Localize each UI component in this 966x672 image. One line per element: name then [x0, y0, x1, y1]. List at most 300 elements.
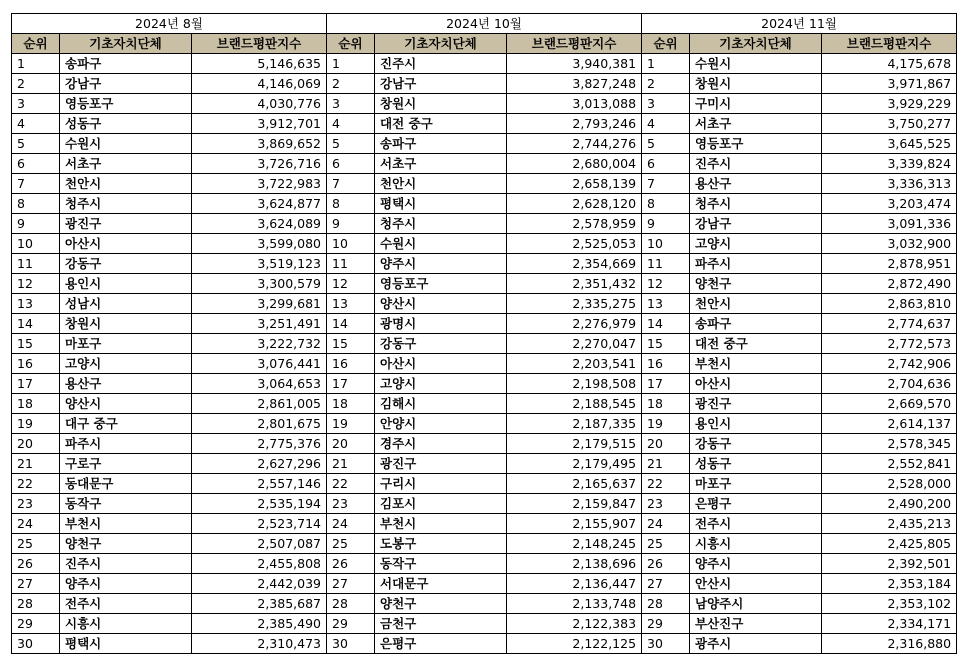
rank-cell: 26: [12, 554, 60, 574]
month-header-oct: 2024년 10월: [327, 14, 642, 34]
brand-index-cell: 3,076,441: [192, 354, 327, 374]
municipality-cell: 용산구: [60, 374, 192, 394]
rank-cell: 2: [12, 74, 60, 94]
table-row: [12, 294, 957, 314]
col-header-brand-index: 브랜드평판지수: [507, 34, 642, 54]
municipality-cell: 안산시: [690, 574, 822, 594]
brand-index-cell: 3,299,681: [192, 294, 327, 314]
brand-index-cell: 2,775,376: [192, 434, 327, 454]
municipality-cell: 도봉구: [375, 534, 507, 554]
brand-index-cell: 5,146,635: [192, 54, 327, 74]
rank-cell: 20: [642, 434, 690, 454]
brand-index-cell: 2,310,473: [192, 634, 327, 654]
rank-cell: 8: [327, 194, 375, 214]
brand-index-cell: 2,628,120: [507, 194, 642, 214]
brand-index-cell: 2,669,570: [822, 394, 957, 414]
rank-cell: 27: [642, 574, 690, 594]
brand-index-cell: 3,940,381: [507, 54, 642, 74]
table-row: [12, 254, 957, 274]
month-header-nov: 2024년 11월: [642, 14, 957, 34]
brand-index-cell: 2,801,675: [192, 414, 327, 434]
table-row: [12, 74, 957, 94]
rank-cell: 6: [12, 154, 60, 174]
rank-cell: 26: [642, 554, 690, 574]
brand-index-cell: 2,122,125: [507, 634, 642, 654]
brand-index-cell: 2,353,102: [822, 594, 957, 614]
municipality-cell: 성동구: [690, 454, 822, 474]
municipality-cell: 수원시: [60, 134, 192, 154]
rank-cell: 7: [327, 174, 375, 194]
brand-index-cell: 2,523,714: [192, 514, 327, 534]
rank-cell: 25: [327, 534, 375, 554]
rank-cell: 2: [327, 74, 375, 94]
municipality-cell: 김해시: [375, 394, 507, 414]
brand-index-cell: 3,827,248: [507, 74, 642, 94]
table-row: [12, 134, 957, 154]
rank-cell: 18: [327, 394, 375, 414]
municipality-cell: 마포구: [690, 474, 822, 494]
brand-index-cell: 2,578,959: [507, 214, 642, 234]
rank-cell: 13: [12, 294, 60, 314]
municipality-cell: 양천구: [375, 594, 507, 614]
rank-cell: 16: [642, 354, 690, 374]
municipality-cell: 수원시: [690, 54, 822, 74]
table-row: [12, 154, 957, 174]
rank-cell: 19: [642, 414, 690, 434]
brand-index-cell: 3,032,900: [822, 234, 957, 254]
municipality-cell: 강남구: [60, 74, 192, 94]
municipality-cell: 강남구: [375, 74, 507, 94]
rank-cell: 8: [642, 194, 690, 214]
rank-cell: 11: [12, 254, 60, 274]
municipality-cell: 광진구: [60, 214, 192, 234]
brand-index-cell: 2,159,847: [507, 494, 642, 514]
rank-cell: 30: [12, 634, 60, 654]
municipality-cell: 송파구: [60, 54, 192, 74]
rank-cell: 22: [327, 474, 375, 494]
brand-index-cell: 3,750,277: [822, 114, 957, 134]
col-header-brand-index: 브랜드평판지수: [822, 34, 957, 54]
municipality-cell: 광명시: [375, 314, 507, 334]
table-row: [12, 434, 957, 454]
rank-cell: 5: [327, 134, 375, 154]
rank-cell: 4: [327, 114, 375, 134]
municipality-cell: 용산구: [690, 174, 822, 194]
municipality-cell: 성남시: [60, 294, 192, 314]
rank-cell: 29: [327, 614, 375, 634]
brand-index-cell: 2,198,508: [507, 374, 642, 394]
brand-index-cell: 2,179,515: [507, 434, 642, 454]
table-row: [12, 334, 957, 354]
ranking-table-container: [11, 13, 957, 654]
municipality-cell: 대전 중구: [375, 114, 507, 134]
rank-cell: 3: [642, 94, 690, 114]
col-header-municipality: 기초자치단체: [690, 34, 822, 54]
rank-cell: 30: [327, 634, 375, 654]
table-row: [12, 354, 957, 374]
municipality-cell: 부천시: [60, 514, 192, 534]
brand-index-cell: 2,188,545: [507, 394, 642, 414]
col-header-brand-index: 브랜드평판지수: [192, 34, 327, 54]
municipality-cell: 양산시: [60, 394, 192, 414]
rank-cell: 24: [327, 514, 375, 534]
rank-cell: 24: [12, 514, 60, 534]
municipality-cell: 진주시: [60, 554, 192, 574]
brand-index-cell: 3,339,824: [822, 154, 957, 174]
municipality-cell: 청주시: [690, 194, 822, 214]
municipality-cell: 강동구: [375, 334, 507, 354]
municipality-cell: 아산시: [375, 354, 507, 374]
brand-index-cell: 3,519,123: [192, 254, 327, 274]
municipality-cell: 양주시: [690, 554, 822, 574]
brand-index-cell: 2,334,171: [822, 614, 957, 634]
table-row: [12, 214, 957, 234]
rank-cell: 26: [327, 554, 375, 574]
brand-index-cell: 3,251,491: [192, 314, 327, 334]
brand-index-cell: 2,136,447: [507, 574, 642, 594]
rank-cell: 23: [327, 494, 375, 514]
col-header-rank: 순위: [12, 34, 60, 54]
brand-index-cell: 2,507,087: [192, 534, 327, 554]
rank-cell: 22: [642, 474, 690, 494]
rank-cell: 19: [327, 414, 375, 434]
rank-cell: 15: [327, 334, 375, 354]
rank-cell: 20: [327, 434, 375, 454]
rank-cell: 9: [327, 214, 375, 234]
brand-index-cell: 2,385,687: [192, 594, 327, 614]
brand-index-cell: 2,525,053: [507, 234, 642, 254]
municipality-cell: 은평구: [375, 634, 507, 654]
brand-index-cell: 2,187,335: [507, 414, 642, 434]
brand-index-cell: 2,872,490: [822, 274, 957, 294]
municipality-cell: 시흥시: [690, 534, 822, 554]
table-row: [12, 494, 957, 514]
municipality-cell: 아산시: [690, 374, 822, 394]
table-row: [12, 554, 957, 574]
brand-index-cell: 2,392,501: [822, 554, 957, 574]
rank-cell: 14: [12, 314, 60, 334]
brand-index-cell: 2,627,296: [192, 454, 327, 474]
brand-index-cell: 2,552,841: [822, 454, 957, 474]
municipality-cell: 진주시: [375, 54, 507, 74]
rank-cell: 6: [327, 154, 375, 174]
brand-index-cell: 2,704,636: [822, 374, 957, 394]
rank-cell: 8: [12, 194, 60, 214]
brand-index-cell: 3,726,716: [192, 154, 327, 174]
rank-cell: 5: [642, 134, 690, 154]
municipality-cell: 양주시: [375, 254, 507, 274]
rank-cell: 4: [642, 114, 690, 134]
table-body: [12, 54, 957, 654]
rank-cell: 3: [12, 94, 60, 114]
rank-cell: 10: [642, 234, 690, 254]
brand-index-cell: 3,599,080: [192, 234, 327, 254]
brand-index-cell: 3,869,652: [192, 134, 327, 154]
municipality-cell: 고양시: [690, 234, 822, 254]
municipality-cell: 서대문구: [375, 574, 507, 594]
brand-index-cell: 2,742,906: [822, 354, 957, 374]
brand-index-cell: 2,455,808: [192, 554, 327, 574]
brand-index-cell: 2,557,146: [192, 474, 327, 494]
rank-cell: 2: [642, 74, 690, 94]
municipality-cell: 동작구: [375, 554, 507, 574]
municipality-cell: 전주시: [60, 594, 192, 614]
rank-cell: 28: [327, 594, 375, 614]
brand-index-cell: 2,203,541: [507, 354, 642, 374]
rank-cell: 15: [642, 334, 690, 354]
municipality-cell: 용인시: [60, 274, 192, 294]
brand-index-cell: 2,425,805: [822, 534, 957, 554]
table-row: [12, 454, 957, 474]
municipality-cell: 진주시: [690, 154, 822, 174]
municipality-cell: 금천구: [375, 614, 507, 634]
municipality-cell: 안양시: [375, 414, 507, 434]
municipality-cell: 부산진구: [690, 614, 822, 634]
rank-cell: 30: [642, 634, 690, 654]
column-header-row: [12, 34, 957, 54]
rank-cell: 20: [12, 434, 60, 454]
rank-cell: 10: [12, 234, 60, 254]
table-row: [12, 574, 957, 594]
brand-index-cell: 3,300,579: [192, 274, 327, 294]
table-row: [12, 314, 957, 334]
rank-cell: 6: [642, 154, 690, 174]
brand-index-cell: 2,861,005: [192, 394, 327, 414]
municipality-cell: 구리시: [375, 474, 507, 494]
rank-cell: 1: [642, 54, 690, 74]
rank-cell: 12: [327, 274, 375, 294]
rank-cell: 12: [12, 274, 60, 294]
municipality-cell: 파주시: [60, 434, 192, 454]
municipality-cell: 부천시: [690, 354, 822, 374]
rank-cell: 23: [642, 494, 690, 514]
brand-index-cell: 3,222,732: [192, 334, 327, 354]
brand-index-cell: 2,744,276: [507, 134, 642, 154]
rank-cell: 19: [12, 414, 60, 434]
brand-index-cell: 2,133,748: [507, 594, 642, 614]
brand-index-cell: 3,645,525: [822, 134, 957, 154]
municipality-cell: 영등포구: [375, 274, 507, 294]
col-header-municipality: 기초자치단체: [60, 34, 192, 54]
municipality-cell: 청주시: [60, 194, 192, 214]
brand-index-cell: 2,793,246: [507, 114, 642, 134]
brand-ranking-table: [11, 13, 957, 654]
brand-index-cell: 2,270,047: [507, 334, 642, 354]
rank-cell: 1: [327, 54, 375, 74]
municipality-cell: 송파구: [375, 134, 507, 154]
municipality-cell: 수원시: [375, 234, 507, 254]
brand-index-cell: 3,912,701: [192, 114, 327, 134]
brand-index-cell: 3,336,313: [822, 174, 957, 194]
rank-cell: 9: [12, 214, 60, 234]
rank-cell: 16: [12, 354, 60, 374]
table-row: [12, 534, 957, 554]
table-row: [12, 374, 957, 394]
municipality-cell: 아산시: [60, 234, 192, 254]
rank-cell: 16: [327, 354, 375, 374]
municipality-cell: 서초구: [60, 154, 192, 174]
municipality-cell: 동대문구: [60, 474, 192, 494]
brand-index-cell: 3,722,983: [192, 174, 327, 194]
municipality-cell: 전주시: [690, 514, 822, 534]
municipality-cell: 대전 중구: [690, 334, 822, 354]
table-row: [12, 194, 957, 214]
brand-index-cell: 4,030,776: [192, 94, 327, 114]
brand-index-cell: 2,165,637: [507, 474, 642, 494]
brand-index-cell: 2,490,200: [822, 494, 957, 514]
table-row: [12, 54, 957, 74]
municipality-cell: 대구 중구: [60, 414, 192, 434]
municipality-cell: 김포시: [375, 494, 507, 514]
brand-index-cell: 2,385,490: [192, 614, 327, 634]
rank-cell: 7: [12, 174, 60, 194]
municipality-cell: 광주시: [690, 634, 822, 654]
brand-index-cell: 2,774,637: [822, 314, 957, 334]
municipality-cell: 창원시: [690, 74, 822, 94]
table-row: [12, 594, 957, 614]
rank-cell: 17: [12, 374, 60, 394]
municipality-cell: 청주시: [375, 214, 507, 234]
municipality-cell: 양산시: [375, 294, 507, 314]
brand-index-cell: 4,175,678: [822, 54, 957, 74]
rank-cell: 11: [327, 254, 375, 274]
brand-index-cell: 2,354,669: [507, 254, 642, 274]
rank-cell: 10: [327, 234, 375, 254]
rank-cell: 14: [327, 314, 375, 334]
brand-index-cell: 3,091,336: [822, 214, 957, 234]
brand-index-cell: 2,276,979: [507, 314, 642, 334]
municipality-cell: 송파구: [690, 314, 822, 334]
rank-cell: 5: [12, 134, 60, 154]
brand-index-cell: 2,442,039: [192, 574, 327, 594]
rank-cell: 29: [12, 614, 60, 634]
municipality-cell: 구로구: [60, 454, 192, 474]
table-row: [12, 94, 957, 114]
municipality-cell: 고양시: [60, 354, 192, 374]
municipality-cell: 마포구: [60, 334, 192, 354]
rank-cell: 21: [327, 454, 375, 474]
municipality-cell: 경주시: [375, 434, 507, 454]
rank-cell: 18: [12, 394, 60, 414]
rank-cell: 25: [642, 534, 690, 554]
municipality-cell: 파주시: [690, 254, 822, 274]
municipality-cell: 양주시: [60, 574, 192, 594]
month-header-aug: 2024년 8월: [12, 14, 327, 34]
col-header-rank: 순위: [642, 34, 690, 54]
municipality-cell: 부천시: [375, 514, 507, 534]
rank-cell: 27: [12, 574, 60, 594]
municipality-cell: 광진구: [690, 394, 822, 414]
month-header-row: [12, 14, 957, 34]
rank-cell: 28: [12, 594, 60, 614]
rank-cell: 1: [12, 54, 60, 74]
table-row: [12, 414, 957, 434]
brand-index-cell: 2,122,383: [507, 614, 642, 634]
brand-index-cell: 2,658,139: [507, 174, 642, 194]
municipality-cell: 동작구: [60, 494, 192, 514]
brand-index-cell: 3,624,877: [192, 194, 327, 214]
col-header-municipality: 기초자치단체: [375, 34, 507, 54]
municipality-cell: 용인시: [690, 414, 822, 434]
rank-cell: 28: [642, 594, 690, 614]
table-row: [12, 514, 957, 534]
brand-index-cell: 2,351,432: [507, 274, 642, 294]
municipality-cell: 강동구: [60, 254, 192, 274]
municipality-cell: 천안시: [375, 174, 507, 194]
municipality-cell: 광진구: [375, 454, 507, 474]
rank-cell: 4: [12, 114, 60, 134]
rank-cell: 13: [642, 294, 690, 314]
brand-index-cell: 2,435,213: [822, 514, 957, 534]
table-row: [12, 634, 957, 654]
table-row: [12, 474, 957, 494]
table-row: [12, 394, 957, 414]
brand-index-cell: 2,335,275: [507, 294, 642, 314]
rank-cell: 18: [642, 394, 690, 414]
rank-cell: 22: [12, 474, 60, 494]
brand-index-cell: 2,863,810: [822, 294, 957, 314]
rank-cell: 21: [12, 454, 60, 474]
rank-cell: 17: [642, 374, 690, 394]
table-row: [12, 274, 957, 294]
brand-index-cell: 3,624,089: [192, 214, 327, 234]
municipality-cell: 강동구: [690, 434, 822, 454]
table-row: [12, 234, 957, 254]
brand-index-cell: 3,013,088: [507, 94, 642, 114]
municipality-cell: 영등포구: [60, 94, 192, 114]
rank-cell: 9: [642, 214, 690, 234]
municipality-cell: 구미시: [690, 94, 822, 114]
rank-cell: 12: [642, 274, 690, 294]
municipality-cell: 영등포구: [690, 134, 822, 154]
municipality-cell: 서초구: [375, 154, 507, 174]
brand-index-cell: 2,353,184: [822, 574, 957, 594]
municipality-cell: 양천구: [690, 274, 822, 294]
municipality-cell: 천안시: [690, 294, 822, 314]
table-row: [12, 174, 957, 194]
municipality-cell: 창원시: [375, 94, 507, 114]
brand-index-cell: 2,138,696: [507, 554, 642, 574]
municipality-cell: 평택시: [375, 194, 507, 214]
rank-cell: 23: [12, 494, 60, 514]
municipality-cell: 은평구: [690, 494, 822, 514]
rank-cell: 15: [12, 334, 60, 354]
rank-cell: 11: [642, 254, 690, 274]
brand-index-cell: 2,614,137: [822, 414, 957, 434]
brand-index-cell: 2,535,194: [192, 494, 327, 514]
rank-cell: 3: [327, 94, 375, 114]
table-row: [12, 614, 957, 634]
rank-cell: 14: [642, 314, 690, 334]
brand-index-cell: 2,680,004: [507, 154, 642, 174]
brand-index-cell: 2,148,245: [507, 534, 642, 554]
brand-index-cell: 2,772,573: [822, 334, 957, 354]
rank-cell: 27: [327, 574, 375, 594]
municipality-cell: 시흥시: [60, 614, 192, 634]
brand-index-cell: 2,155,907: [507, 514, 642, 534]
table-row: [12, 114, 957, 134]
rank-cell: 13: [327, 294, 375, 314]
municipality-cell: 강남구: [690, 214, 822, 234]
brand-index-cell: 3,064,653: [192, 374, 327, 394]
municipality-cell: 성동구: [60, 114, 192, 134]
rank-cell: 25: [12, 534, 60, 554]
rank-cell: 29: [642, 614, 690, 634]
rank-cell: 21: [642, 454, 690, 474]
brand-index-cell: 4,146,069: [192, 74, 327, 94]
municipality-cell: 천안시: [60, 174, 192, 194]
brand-index-cell: 3,971,867: [822, 74, 957, 94]
